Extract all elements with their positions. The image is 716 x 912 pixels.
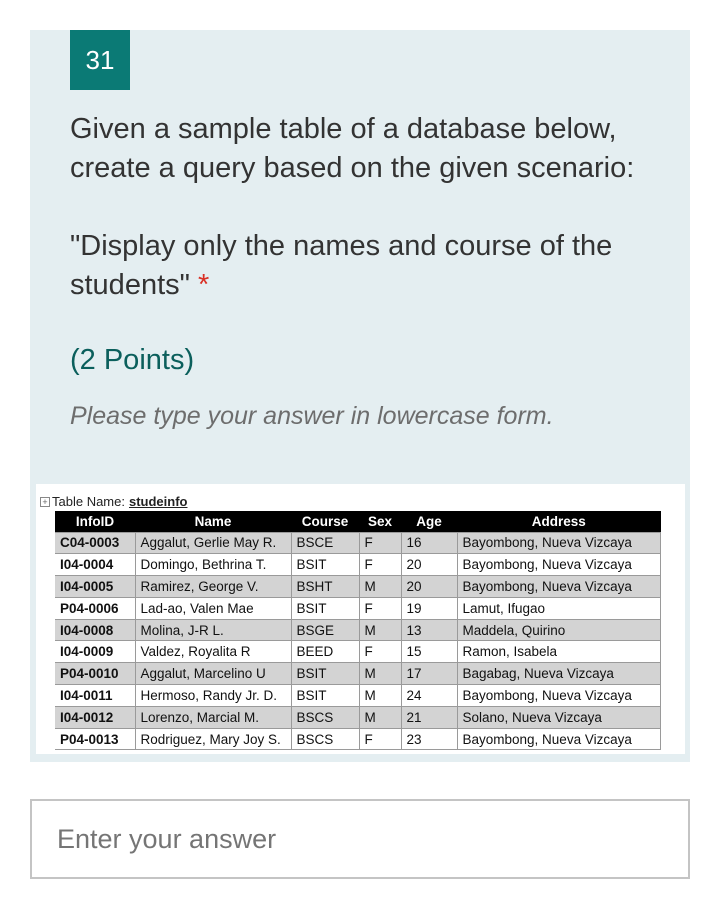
table-row (55, 597, 661, 619)
table-cell: M (359, 663, 401, 685)
table-cell: P04-0010 (55, 663, 135, 685)
table-cell: 23 (401, 728, 457, 750)
table-cell: P04-0006 (55, 597, 135, 619)
table-cell: BSCS (291, 706, 359, 728)
table-cell: Rodriguez, Mary Joy S. (135, 728, 291, 750)
table-cell: 20 (401, 576, 457, 598)
table-cell: I04-0008 (55, 619, 135, 641)
table-cell: C04-0003 (55, 532, 135, 554)
table-cell: P04-0013 (55, 728, 135, 750)
table-cell: I04-0011 (55, 685, 135, 707)
table-cell: 16 (401, 532, 457, 554)
table-cell: 21 (401, 706, 457, 728)
table-cell: Aggalut, Gerlie May R. (135, 532, 291, 554)
table-row (55, 706, 661, 728)
table-cell: 24 (401, 685, 457, 707)
question-prompt: Given a sample table of a database below, create a query based on the given scenario: (70, 113, 635, 184)
table-cell: BEED (291, 641, 359, 663)
table-cell: Lamut, Ifugao (457, 597, 661, 619)
table-row (55, 532, 661, 554)
database-table (55, 511, 661, 750)
header-cell: Sex (359, 511, 401, 532)
table-cell: BSCS (291, 728, 359, 750)
table-cell: F (359, 728, 401, 750)
table-cell: Bayombong, Nueva Vizcaya (457, 532, 661, 554)
table-header-row (55, 511, 661, 532)
table-move-icon: + (40, 497, 50, 507)
table-cell: BSIT (291, 597, 359, 619)
table-name: studeinfo (128, 494, 188, 509)
table-cell: Bayombong, Nueva Vizcaya (457, 728, 661, 750)
table-caption (40, 494, 187, 509)
table-cell: M (359, 576, 401, 598)
table-cell: 20 (401, 554, 457, 576)
question-scenario-line (70, 227, 660, 305)
table-cell: 15 (401, 641, 457, 663)
table-cell: I04-0005 (55, 576, 135, 598)
table-cell: BSIT (291, 685, 359, 707)
table-cell: Bayombong, Nueva Vizcaya (457, 576, 661, 598)
table-cell: Solano, Nueva Vizcaya (457, 706, 661, 728)
table-row (55, 728, 661, 750)
table-cell: Maddela, Quirino (457, 619, 661, 641)
question-number: 31 (70, 30, 130, 90)
table-cell: F (359, 641, 401, 663)
table-cell: 13 (401, 619, 457, 641)
table-cell: BSCE (291, 532, 359, 554)
table-cell: Hermoso, Randy Jr. D. (135, 685, 291, 707)
table-cell: I04-0004 (55, 554, 135, 576)
table-name-label: Table Name: (52, 494, 125, 509)
table-cell: I04-0012 (55, 706, 135, 728)
question-scenario: "Display only the names and course of the students" (70, 230, 613, 301)
table-cell: F (359, 597, 401, 619)
table-cell: M (359, 685, 401, 707)
table-cell: Lad-ao, Valen Mae (135, 597, 291, 619)
table-cell: I04-0009 (55, 641, 135, 663)
table-row (55, 663, 661, 685)
table-row (55, 619, 661, 641)
table-cell: BSHT (291, 576, 359, 598)
table-cell: Bayombong, Nueva Vizcaya (457, 554, 661, 576)
question-card (30, 30, 690, 762)
table-row (55, 685, 661, 707)
header-cell: Name (135, 511, 291, 532)
table-cell: F (359, 554, 401, 576)
table-row (55, 576, 661, 598)
table-cell: BSIT (291, 663, 359, 685)
required-marker: * (198, 269, 210, 301)
table-cell: Aggalut, Marcelino U (135, 663, 291, 685)
table-cell: Molina, J-R L. (135, 619, 291, 641)
header-cell: Address (457, 511, 661, 532)
table-cell: BSIT (291, 554, 359, 576)
table-cell: M (359, 706, 401, 728)
header-cell: Age (401, 511, 457, 532)
question-image (36, 484, 685, 754)
table-row (55, 554, 661, 576)
table-cell: F (359, 532, 401, 554)
table-cell: Ramon, Isabela (457, 641, 661, 663)
question-points: (2 Points) (70, 344, 195, 376)
table-cell: Bagabag, Nueva Vizcaya (457, 663, 661, 685)
table-cell: Bayombong, Nueva Vizcaya (457, 685, 661, 707)
table-row (55, 641, 661, 663)
question-text (70, 110, 660, 305)
table-cell: 17 (401, 663, 457, 685)
answer-input[interactable] (30, 799, 690, 879)
table-cell: Ramirez, George V. (135, 576, 291, 598)
header-cell: InfoID (55, 511, 135, 532)
table-cell: Domingo, Bethrina T. (135, 554, 291, 576)
table-cell: M (359, 619, 401, 641)
question-hint: Please type your answer in lowercase form. (70, 402, 554, 430)
header-cell: Course (291, 511, 359, 532)
table-cell: 19 (401, 597, 457, 619)
table-cell: Lorenzo, Marcial M. (135, 706, 291, 728)
table-cell: BSGE (291, 619, 359, 641)
table-cell: Valdez, Royalita R (135, 641, 291, 663)
